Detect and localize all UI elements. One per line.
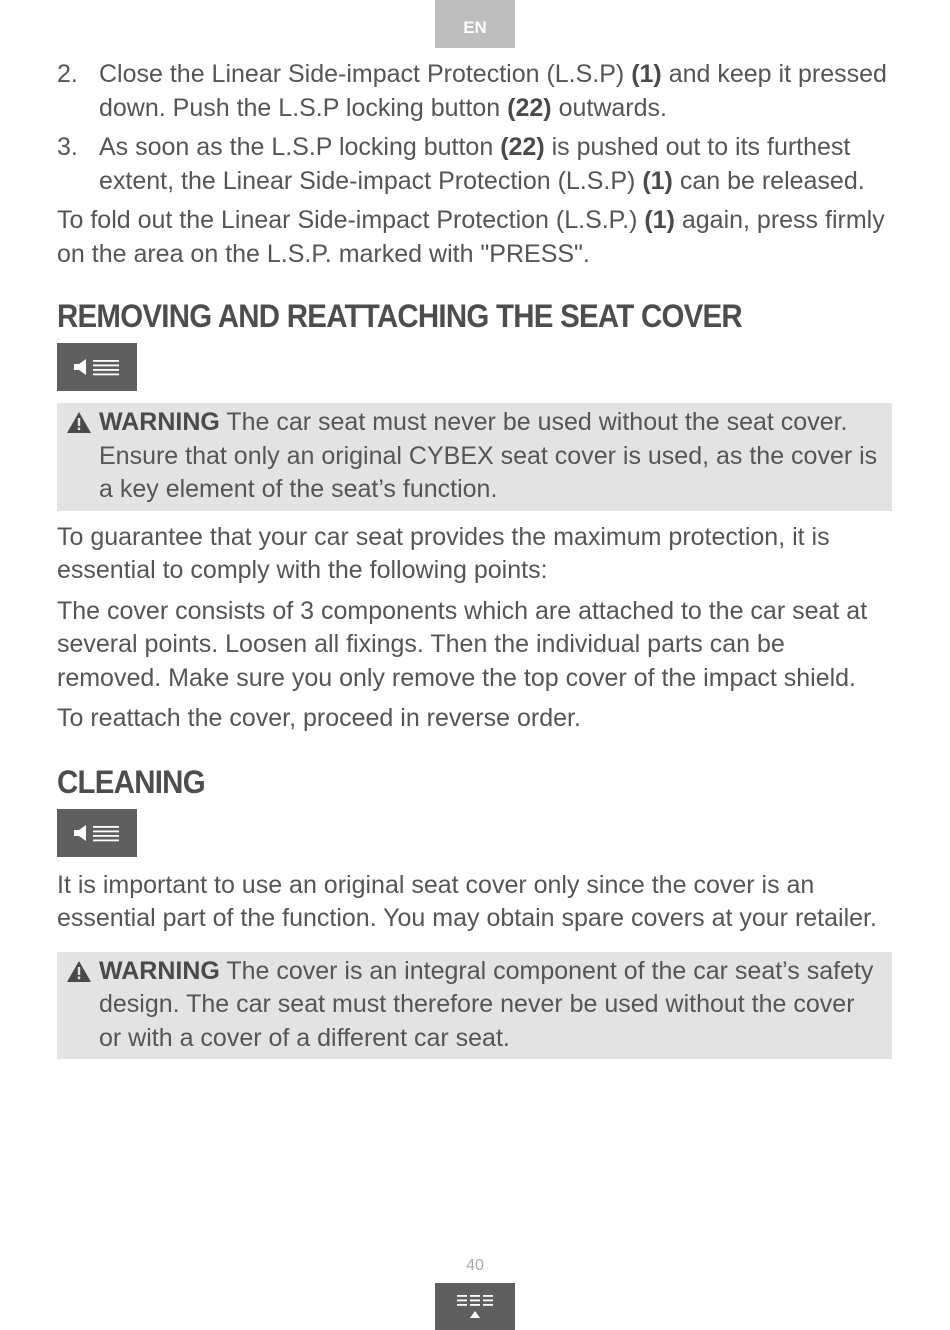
section-heading-cleaning: CLEANING bbox=[57, 763, 205, 800]
language-tab bbox=[435, 0, 515, 48]
page-content bbox=[57, 58, 892, 1067]
step-text-part: and keep it pressed down. Push the L.S.P locking button bbox=[99, 60, 887, 122]
body-paragraph: To guarantee that your car seat provides the maximum protection, it is essential to comply with the following points: bbox=[57, 522, 830, 584]
step-text-part: Close the Linear Side-impact Protection (L.S.P) bbox=[99, 60, 632, 88]
step-text-part: can be released. bbox=[672, 166, 865, 195]
part-reference: (1) bbox=[642, 166, 673, 195]
table-of-contents-button[interactable] bbox=[435, 1283, 515, 1330]
step-number: 2. bbox=[57, 60, 78, 88]
step-text-part: As soon as the L.S.P locking button bbox=[99, 133, 501, 161]
audio-button[interactable] bbox=[57, 809, 137, 857]
speaker-icon bbox=[74, 357, 120, 377]
warning-label: WARNING bbox=[99, 956, 220, 985]
warning-box bbox=[57, 952, 892, 1060]
warning-label: WARNING bbox=[99, 408, 220, 436]
body-paragraph: To reattach the cover, proceed in reverse order. bbox=[57, 704, 581, 732]
step-number: 3. bbox=[57, 133, 78, 161]
body-paragraph: The cover consists of 3 components which are attached to the car seat at several points. Loosen all fixings. Then the individual parts can be removed. Make sure you only remove the top cover of the impact shield. bbox=[57, 596, 868, 692]
fold-out-paragraph bbox=[57, 204, 892, 271]
step-text bbox=[99, 58, 892, 125]
body-paragraph: It is important to use an original seat cover only since the cover is an essential part of the function. You may obtain spare covers at your retailer. bbox=[57, 870, 877, 932]
speaker-icon bbox=[74, 823, 120, 843]
warning-box bbox=[57, 403, 892, 511]
part-reference: (1) bbox=[631, 60, 662, 88]
part-reference: (22) bbox=[507, 93, 552, 122]
part-reference: (1) bbox=[644, 206, 675, 234]
part-reference: (22) bbox=[500, 133, 545, 161]
paragraph-part: again, press firmly on the area on the L.S.P. marked with "PRESS". bbox=[57, 206, 885, 268]
warning-triangle-icon bbox=[67, 412, 91, 433]
warning-text: The cover is an integral component of the car seat’s safety design. The car seat must therefore never be used without the cover or with a cover of a different car seat. bbox=[99, 956, 874, 1052]
step-text bbox=[99, 131, 892, 198]
step-item bbox=[57, 131, 892, 198]
language-label: EN bbox=[463, 18, 487, 38]
warning-triangle-icon bbox=[67, 961, 91, 982]
page-number: 40 bbox=[466, 1257, 484, 1274]
table-of-contents-icon bbox=[455, 1292, 495, 1322]
step-item bbox=[57, 58, 892, 125]
step-text-part: outwards. bbox=[551, 93, 667, 122]
audio-button[interactable] bbox=[57, 343, 137, 391]
step-text-part: is pushed out to its furthest extent, the Linear Side-impact Protection (L.S.P) bbox=[99, 133, 851, 195]
paragraph-part: To fold out the Linear Side-impact Protection (L.S.P.) bbox=[57, 206, 645, 234]
warning-text: The car seat must never be used without the seat cover. Ensure that only an original CYBEX seat cover is used, as the cover is a key element of the seat’s function. bbox=[99, 408, 878, 503]
section-heading-removing: REMOVING AND REATTACHING THE SEAT COVER bbox=[57, 298, 742, 334]
